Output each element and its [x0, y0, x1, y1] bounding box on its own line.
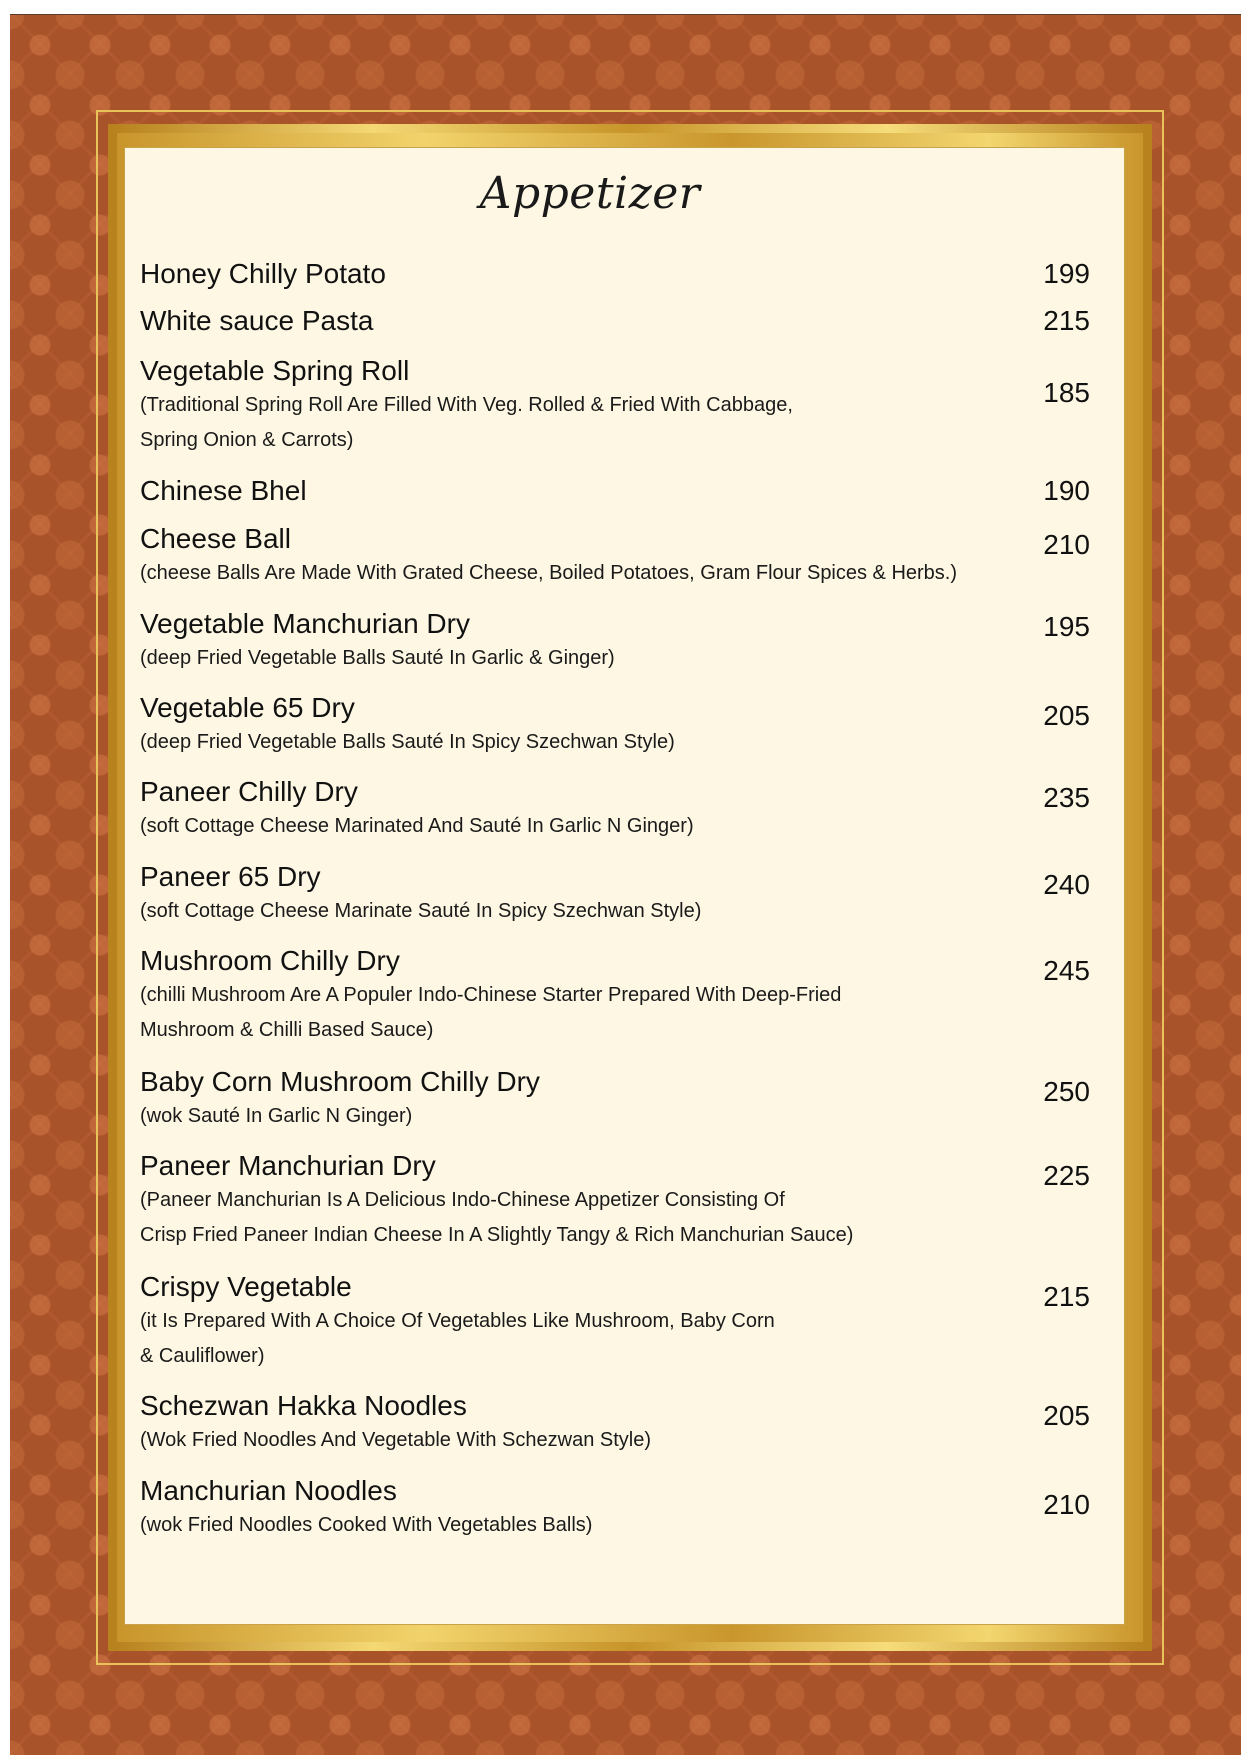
menu-item-price: 190	[1043, 475, 1090, 506]
menu-item-description: Spring Onion & Carrots)	[140, 429, 354, 451]
menu-item-description: (Paneer Manchurian Is A Delicious Indo-Chinese Appetizer Consisting Of	[140, 1189, 785, 1211]
menu-item-description: (wok Fried Noodles Cooked With Vegetables Balls)	[140, 1514, 593, 1536]
menu-item-description: (Traditional Spring Roll Are Filled With Veg. Rolled & Fried With Cabbage,	[140, 394, 793, 416]
menu-item-description: (soft Cottage Cheese Marinate Sauté In Spicy Szechwan Style)	[140, 900, 702, 922]
menu-item-description: (it Is Prepared With A Choice Of Vegetables Like Mushroom, Baby Corn	[140, 1310, 775, 1332]
menu-item	[140, 1149, 1090, 1253]
menu-title: Appetizer	[479, 168, 701, 219]
menu-item	[140, 691, 1090, 760]
menu-item-name: Paneer 65 Dry	[140, 861, 321, 892]
menu-item-price: 210	[1043, 529, 1090, 560]
menu-item-price: 195	[1043, 611, 1090, 642]
menu-item-price: 215	[1043, 1281, 1090, 1312]
menu-item-description: & Cauliflower)	[140, 1345, 265, 1367]
menu-item-name: Paneer Chilly Dry	[140, 776, 358, 807]
menu-item-price: 199	[1043, 258, 1090, 289]
menu-item-description: Mushroom & Chilli Based Sauce)	[140, 1019, 434, 1041]
menu-item-name: Manchurian Noodles	[140, 1475, 397, 1506]
menu-item	[140, 1474, 1090, 1543]
menu-item-name: Baby Corn Mushroom Chilly Dry	[140, 1066, 540, 1097]
menu-item-description: (Wok Fried Noodles And Vegetable With Schezwan Style)	[140, 1429, 651, 1451]
menu-item-name: Paneer Manchurian Dry	[140, 1150, 436, 1181]
menu-item-name: Chinese Bhel	[140, 475, 307, 506]
menu-item-name: Honey Chilly Potato	[140, 258, 386, 289]
menu-item-price: 245	[1043, 955, 1090, 986]
menu-item-description: (chilli Mushroom Are A Populer Indo-Chinese Starter Prepared With Deep-Fried	[140, 984, 842, 1006]
menu-item-price: 205	[1043, 1400, 1090, 1431]
menu-item-name: Vegetable 65 Dry	[140, 692, 355, 723]
menu-item-price: 210	[1043, 1489, 1090, 1520]
menu-item-name: Mushroom Chilly Dry	[140, 945, 400, 976]
menu-item	[140, 944, 1090, 1048]
menu-item-price: 250	[1043, 1076, 1090, 1107]
menu-item-description: (wok Sauté In Garlic N Ginger)	[140, 1105, 413, 1127]
menu-item	[140, 607, 1090, 676]
menu-item-description: (deep Fried Vegetable Balls Sauté In Spicy Szechwan Style)	[140, 731, 675, 753]
menu-item	[140, 1389, 1090, 1458]
menu-item-price: 185	[1043, 377, 1090, 408]
menu-item-name: Vegetable Manchurian Dry	[140, 608, 470, 639]
menu-item	[140, 522, 1090, 591]
menu-item	[140, 1065, 1090, 1134]
menu-item	[140, 1270, 1090, 1374]
menu-item-description: Crisp Fried Paneer Indian Cheese In A Slightly Tangy & Rich Manchurian Sauce)	[140, 1224, 854, 1246]
menu-item	[140, 354, 1090, 458]
menu-item	[140, 257, 1090, 291]
menu-item-price: 205	[1043, 700, 1090, 731]
menu-item-name: White sauce Pasta	[140, 305, 374, 336]
menu-item	[140, 775, 1090, 844]
menu-item-description: (deep Fried Vegetable Balls Sauté In Garlic & Ginger)	[140, 647, 615, 669]
menu-item-price: 215	[1043, 305, 1090, 336]
menu-item-description: (soft Cottage Cheese Marinated And Sauté In Garlic N Ginger)	[140, 815, 694, 837]
menu-item-price: 225	[1043, 1160, 1090, 1191]
menu-item-description: (cheese Balls Are Made With Grated Cheese, Boiled Potatoes, Gram Flour Spices & Herbs.)	[140, 562, 958, 584]
menu-item	[140, 860, 1090, 929]
menu-item	[140, 474, 1090, 508]
menu-item-name: Schezwan Hakka Noodles	[140, 1390, 467, 1421]
menu-item-name: Cheese Ball	[140, 523, 291, 554]
menu-item	[140, 304, 1090, 338]
menu-item-price: 235	[1043, 782, 1090, 813]
menu-item-name: Crispy Vegetable	[140, 1271, 352, 1302]
menu-item-price: 240	[1043, 869, 1090, 900]
menu-item-name: Vegetable Spring Roll	[140, 355, 410, 386]
